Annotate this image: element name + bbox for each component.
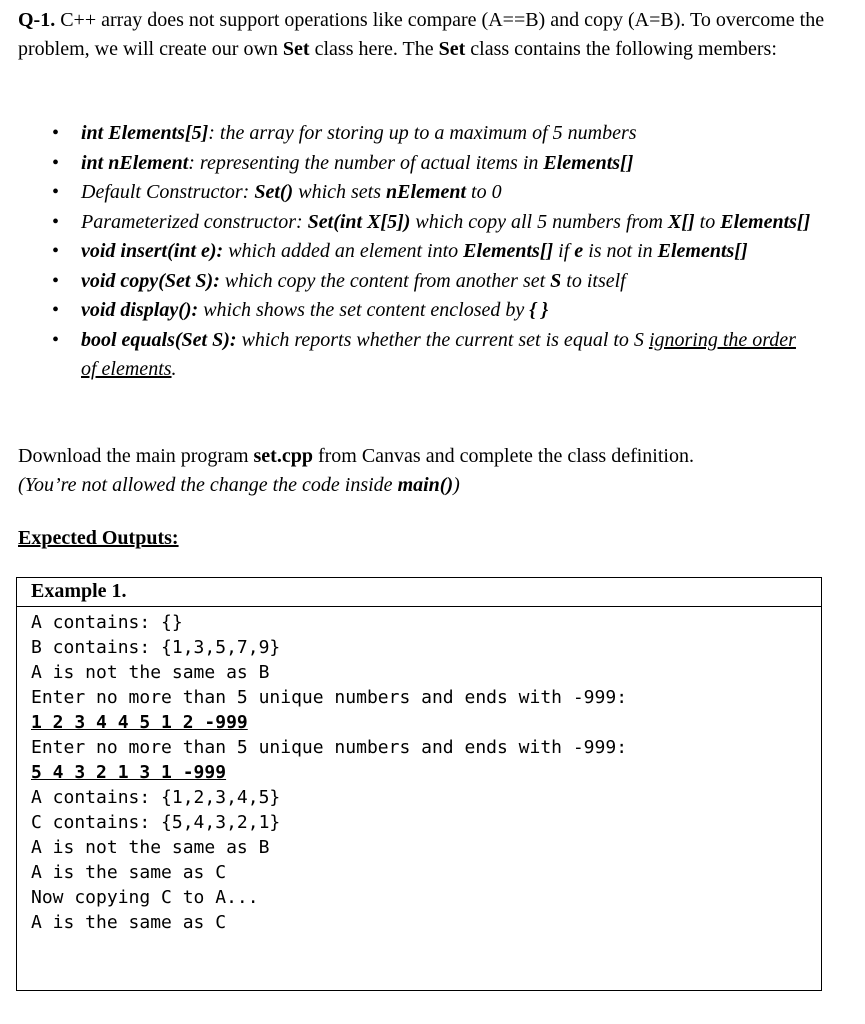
console-line: Enter no more than 5 unique numbers and ends with -999: (31, 737, 628, 758)
set-class-name-1: Set (282, 38, 310, 60)
member-signature: bool equals(Set S): (81, 328, 237, 351)
member-description: which added an element into (223, 240, 464, 262)
member-emphasis: X[] (668, 210, 695, 233)
member-signature: int nElement (81, 151, 189, 174)
console-line: C contains: {5,4,3,2,1} (31, 812, 281, 833)
member-description: . (171, 358, 177, 380)
console-line: A contains: {} (31, 612, 183, 633)
console-line: B contains: {1,3,5,7,9} (31, 637, 281, 658)
member-description: is not in (583, 240, 658, 262)
download-text-1: Download the main program (18, 445, 254, 467)
restriction-note (18, 471, 853, 500)
question-text-2: class here. The (309, 38, 439, 60)
bullet-icon: • (52, 328, 60, 351)
member-label: Parameterized constructor: (81, 210, 308, 233)
member-description: if (553, 240, 575, 262)
member-description: : representing the number of actual items in (188, 151, 544, 174)
note-text-2: ) (453, 474, 460, 496)
member-description: which sets (293, 181, 387, 203)
member-item (0, 296, 865, 326)
question-text-1: C++ array does not support operations like compare (A==B) and copy (A=B). To overcome the problem, we will create our own (18, 9, 825, 60)
member-emphasis: Elements[] (463, 240, 554, 262)
console-line: A is the same as C (31, 862, 227, 883)
bullet-icon: • (52, 151, 60, 174)
example-header (17, 578, 821, 607)
note-text-1: (You’re not allowed the change the code inside (18, 474, 398, 496)
member-description: : the array for storing up to a maximum of 5 numbers (208, 122, 637, 144)
member-description: which copy all 5 numbers from (410, 210, 668, 233)
member-list (0, 119, 865, 385)
bullet-icon: • (52, 269, 60, 292)
example-title: Example 1. (31, 580, 127, 602)
member-emphasis: { } (529, 299, 549, 321)
member-signature: void display(): (81, 299, 199, 321)
download-line (18, 442, 853, 471)
member-item (0, 149, 865, 179)
member-description: to (694, 210, 721, 233)
member-item (0, 267, 865, 297)
member-description: to itself (561, 269, 626, 292)
member-emphasis: Elements[] (543, 151, 634, 174)
member-label: Default Constructor: (81, 181, 255, 203)
set-class-name-2: Set (438, 38, 466, 60)
console-line: A is the same as C (31, 912, 227, 933)
member-emphasis: nElement (386, 181, 467, 203)
member-item (0, 119, 865, 149)
bullet-icon: • (52, 299, 60, 321)
bullet-icon: • (52, 122, 60, 144)
expected-outputs-heading: Expected Outputs: (18, 527, 179, 549)
console-line: A is not the same as B (31, 837, 270, 858)
bullet-icon: • (52, 210, 60, 233)
question-intro (18, 6, 853, 64)
member-emphasis: e (574, 240, 584, 262)
member-signature: Set() (254, 181, 294, 203)
member-description: to 0 (466, 181, 502, 203)
bullet-icon: • (52, 240, 60, 262)
member-item (0, 326, 865, 385)
underlined-phrase: ignoring the order of elements (81, 328, 796, 380)
console-output (31, 610, 627, 935)
user-input-line: 1 2 3 4 4 5 1 2 -999 (31, 712, 248, 733)
download-text-2: from Canvas and complete the class definition. (312, 445, 694, 467)
console-line: Now copying C to A... (31, 887, 259, 908)
member-emphasis: S (550, 269, 562, 292)
member-item (0, 178, 865, 208)
download-instructions (18, 442, 853, 500)
file-name: set.cpp (253, 445, 313, 467)
member-description: which shows the set content enclosed by (198, 299, 530, 321)
member-description: which reports whether the current set is equal to S (236, 328, 649, 351)
member-emphasis: Elements[] (657, 240, 748, 262)
member-item (0, 208, 865, 238)
member-description: which copy the content from another set (219, 269, 551, 292)
member-signature: Set(int X[5]) (307, 210, 411, 233)
question-text-3: class contains the following members: (465, 38, 777, 60)
member-emphasis: Elements[] (720, 210, 811, 233)
main-function-name: main() (397, 474, 454, 496)
member-signature: int Elements[5] (81, 122, 209, 144)
user-input-line: 5 4 3 2 1 3 1 -999 (31, 762, 227, 783)
console-line: Enter no more than 5 unique numbers and ends with -999: (31, 687, 628, 708)
member-signature: void copy(Set S): (81, 269, 220, 292)
member-signature: void insert(int e): (81, 240, 224, 262)
bullet-icon: • (52, 181, 60, 203)
example-box (16, 577, 822, 991)
console-line: A is not the same as B (31, 662, 270, 683)
console-line: A contains: {1,2,3,4,5} (31, 787, 281, 808)
question-number: Q-1. (18, 9, 56, 31)
member-item (0, 237, 865, 267)
